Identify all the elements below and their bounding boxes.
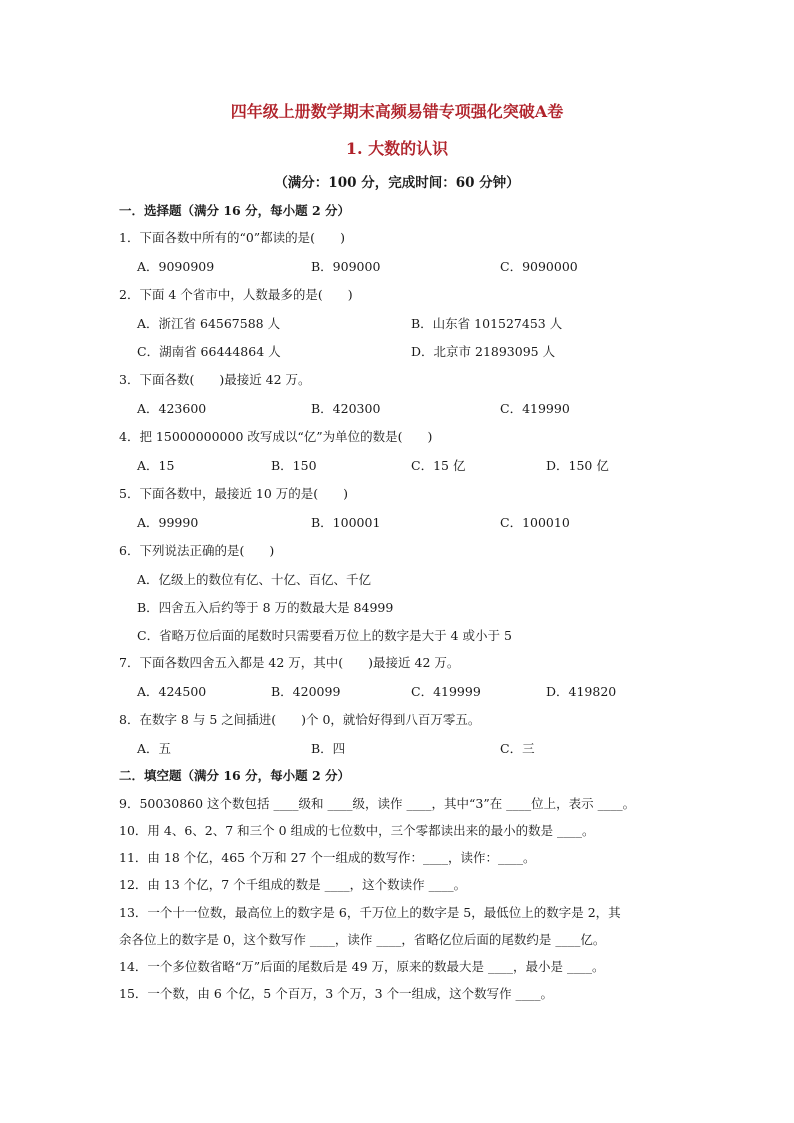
q2-option-d: D．北京市 21893095 人 <box>411 344 556 359</box>
q6-option-b: B．四舍五入后约等于 8 万的数最大是 84999 <box>137 600 394 615</box>
q2-option-b: B．山东省 101527453 人 <box>411 316 563 331</box>
exam-info: （满分：100 分，完成时间：60 分钟） <box>274 175 520 191</box>
question-3: 3．下面各数( )最接近 42 万。 <box>119 372 311 387</box>
question-2: 2．下面 4 个省市中，人数最多的是( ) <box>119 287 353 302</box>
q7-option-c: C．419999 <box>411 684 481 699</box>
q1-option-a: A．9090909 <box>137 259 215 274</box>
q5-option-b: B．100001 <box>311 515 381 530</box>
q6-option-a: A．亿级上的数位有亿、十亿、百亿、千亿 <box>137 572 372 587</box>
section-choice-heading: 一．选择题（满分 16 分，每小题 2 分） <box>119 203 351 218</box>
q8-option-b: B．四 <box>311 741 346 756</box>
q4-option-b: B．150 <box>271 458 317 473</box>
question-4: 4．把 15000000000 改写成以“亿”为单位的数是( ) <box>119 429 433 444</box>
q4-option-c: C．15 亿 <box>411 458 466 473</box>
q7-option-a: A．424500 <box>137 684 207 699</box>
question-10: 10．用 4、6、2、7 和三个 0 组成的七位数中，三个零都读出来的最小的数是 ____。 <box>119 823 595 838</box>
q4-option-a: A．15 <box>137 458 175 473</box>
q1-option-c: C．9090000 <box>500 259 578 274</box>
q5-option-c: C．100010 <box>500 515 570 530</box>
q3-option-a: A．423600 <box>137 401 207 416</box>
section-fill-heading: 二．填空题（满分 16 分，每小题 2 分） <box>119 768 351 783</box>
q2-option-c: C．湖南省 66444864 人 <box>137 344 281 359</box>
q5-option-a: A．99990 <box>137 515 199 530</box>
q4-option-d: D．150 亿 <box>546 458 609 473</box>
question-8: 8．在数字 8 与 5 之间插进( )个 0，就恰好得到八百万零五。 <box>119 712 481 727</box>
question-13-line-1: 13．一个十一位数，最高位上的数字是 6，千万位上的数字是 5，最低位上的数字是 2，其 <box>119 905 621 920</box>
question-9: 9．50030860 这个数包括 ____级和 ____级，读作 ____，其中“3”在 ____位上，表示 ____。 <box>119 796 636 811</box>
worksheet-title: 四年级上册数学期末高频易错专项强化突破A卷 <box>230 102 564 121</box>
question-6: 6．下列说法正确的是( ) <box>119 543 275 558</box>
question-14: 14．一个多位数省略“万”后面的尾数后是 49 万，原来的数最大是 ____，最小是 ____。 <box>119 959 605 974</box>
q8-option-a: A．五 <box>137 741 172 756</box>
question-7: 7．下面各数四舍五入都是 42 万，其中( )最接近 42 万。 <box>119 655 460 670</box>
q7-option-d: D．419820 <box>546 684 617 699</box>
question-5: 5．下面各数中，最接近 10 万的是( ) <box>119 486 349 501</box>
unit-title: 1. 大数的认识 <box>345 139 449 158</box>
q8-option-c: C．三 <box>500 741 535 756</box>
question-11: 11．由 18 个亿，465 个万和 27 个一组成的数写作：____，读作：____。 <box>119 850 536 865</box>
question-1: 1．下面各数中所有的“0”都读的是( ) <box>119 230 345 245</box>
q3-option-b: B．420300 <box>311 401 381 416</box>
question-13-line-2: 余各位上的数字是 0，这个数写作 ____，读作 ____，省略亿位后面的尾数约是 ____亿。 <box>119 932 606 947</box>
question-12: 12．由 13 个亿，7 个千组成的数是 ____，这个数读作 ____。 <box>119 877 467 892</box>
q2-option-a: A．浙江省 64567588 人 <box>137 316 281 331</box>
question-15: 15．一个数，由 6 个亿，5 个百万，3 个万，3 个一组成，这个数写作 ____。 <box>119 986 554 1001</box>
q7-option-b: B．420099 <box>271 684 341 699</box>
q1-option-b: B．909000 <box>311 259 381 274</box>
q6-option-c: C．省略万位后面的尾数时只需要看万位上的数字是大于 4 或小于 5 <box>137 628 512 643</box>
q3-option-c: C．419990 <box>500 401 570 416</box>
